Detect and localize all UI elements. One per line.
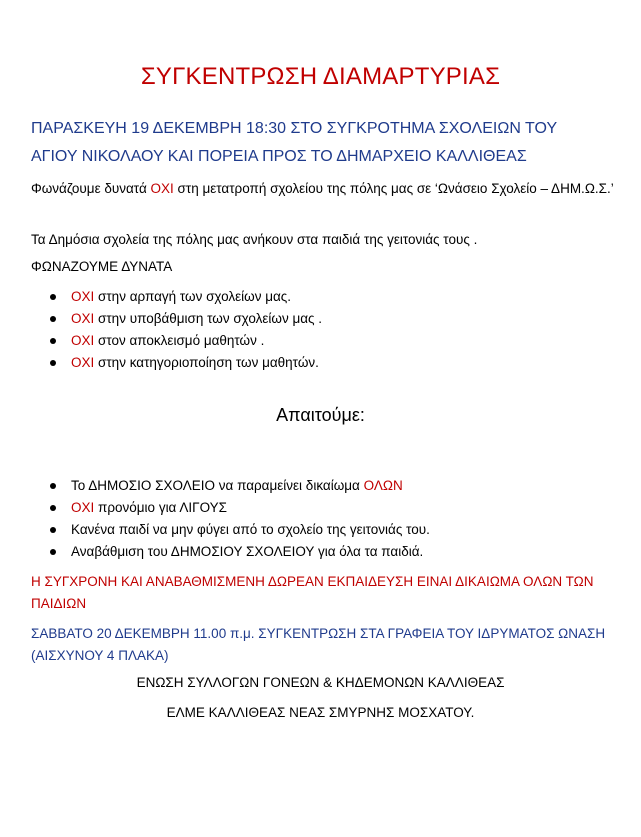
list-item	[31, 330, 591, 352]
subheading-line-2: ΑΓΙΟΥ ΝΙΚΟΛΑΟΥ ΚΑΙ ΠΟΡΕΙΑ ΠΡΟΣ ΤΟ ΔΗΜΑΡΧΕΙΟ ΚΑΛΛΙΘΕΑΣ	[31, 148, 527, 165]
bullet-icon	[50, 483, 56, 489]
list-item	[31, 519, 591, 541]
schools-belong-paragraph: Τα Δημόσια σχολεία της πόλης μας ανήκουν στα παιδιά της γειτονιάς τους .	[31, 232, 478, 247]
list-item-highlight: ΟΧΙ	[71, 355, 95, 370]
saturday-gathering-statement: ΣΑΒΒΑΤΟ 20 ΔΕΚΕΜΒΡΗ 11.00 π.μ. ΣΥΓΚΕΝΤΡΩΣΗ ΣΤΑ ΓΡΑΦΕΙΑ ΤΟΥ ΙΔΡΥΜΑΤΟΣ ΩΝΑΣΗ (ΑΙΣΧΥΝΟΥ 4 ΠΛΑΚΑ)	[31, 626, 606, 663]
signature-elme: ΕΛΜΕ ΚΑΛΛΙΘΕΑΣ ΝΕΑΣ ΣΜΥΡΝΗΣ ΜΟΣΧΑΤΟΥ.	[166, 705, 475, 720]
event-subheading	[31, 115, 621, 171]
document-title: ΣΥΓΚΕΝΤΡΩΣΗ ΔΙΑΜΑΡΤΥΡΙΑΣ	[140, 63, 501, 90]
list-item-text: Κανένα παιδί να μην φύγει από το σχολείο της γειτονιάς του.	[71, 522, 430, 537]
list-item-text: στην κατηγοριοποίηση των μαθητών.	[94, 355, 319, 370]
no-list	[31, 286, 591, 374]
bullet-icon	[50, 294, 56, 300]
list-item	[31, 286, 591, 308]
intro-paragraph	[31, 178, 621, 200]
intro-text-before: Φωνάζουμε δυνατά	[31, 181, 151, 196]
demand-list	[31, 475, 591, 563]
bullet-icon	[50, 527, 56, 533]
list-item	[31, 541, 591, 563]
bullet-icon	[50, 549, 56, 555]
bullet-icon	[50, 316, 56, 322]
list-item-highlight: ΟΛΩΝ	[363, 478, 403, 493]
list-item	[31, 475, 591, 497]
shout-loud-heading: ΦΩΝΑΖΟΥΜΕ ΔΥΝΑΤΑ	[31, 259, 173, 274]
list-item-highlight: ΟΧΙ	[71, 289, 95, 304]
signature-parents-union: ΕΝΩΣΗ ΣΥΛΛΟΓΩΝ ΓΟΝΕΩΝ & ΚΗΔΕΜΟΝΩΝ ΚΑΛΛΙΘΕΑΣ	[136, 675, 505, 690]
bullet-icon	[50, 338, 56, 344]
list-item	[31, 352, 591, 374]
bullet-icon	[50, 360, 56, 366]
free-education-statement: Η ΣΥΓΧΡΟΝΗ ΚΑΙ ΑΝΑΒΑΘΜΙΣΜΕΝΗ ΔΩΡΕΑΝ ΕΚΠΑΙΔΕΥΣΗ ΕΙΝΑΙ ΔΙΚΑΙΩΜΑ ΟΛΩΝ ΤΩΝ ΠΑΙΔΙΩΝ	[31, 574, 594, 611]
list-item-text: Αναβάθμιση του ΔΗΜΟΣΙΟΥ ΣΧΟΛΕΙΟΥ για όλα τα παιδιά.	[71, 544, 424, 559]
list-item-text: στην αρπαγή των σχολείων μας.	[94, 289, 292, 304]
list-item	[31, 308, 591, 330]
list-item-text: στον αποκλεισμό μαθητών .	[94, 333, 265, 348]
intro-text-after: στη μετατροπή σχολείου της πόλης μας σε ‘Ωνάσειο Σχολείο – ΔΗΜ.Ω.Σ.’	[173, 181, 614, 196]
subheading-line-1: ΠΑΡΑΣΚΕΥΗ 19 ΔΕΚΕΜΒΡΗ 18:30 ΣΤΟ ΣΥΓΚΡΟΤΗΜΑ ΣΧΟΛΕΙΩΝ ΤΟΥ	[31, 120, 558, 137]
list-item-highlight: ΟΧΙ	[71, 333, 95, 348]
list-item-text: Το ΔΗΜΟΣΙΟ ΣΧΟΛΕΙΟ να παραμείνει δικαίωμα	[71, 478, 364, 493]
list-item-text: στην υποβάθμιση των σχολείων μας .	[94, 311, 323, 326]
demand-heading: Απαιτούμε:	[276, 405, 365, 425]
intro-highlight-no: ΟΧΙ	[150, 181, 174, 196]
list-item	[31, 497, 591, 519]
list-item-highlight: ΟΧΙ	[71, 500, 95, 515]
list-item-highlight: ΟΧΙ	[71, 311, 95, 326]
list-item-text: προνόμιο για ΛΙΓΟΥΣ	[94, 500, 227, 515]
bullet-icon	[50, 505, 56, 511]
